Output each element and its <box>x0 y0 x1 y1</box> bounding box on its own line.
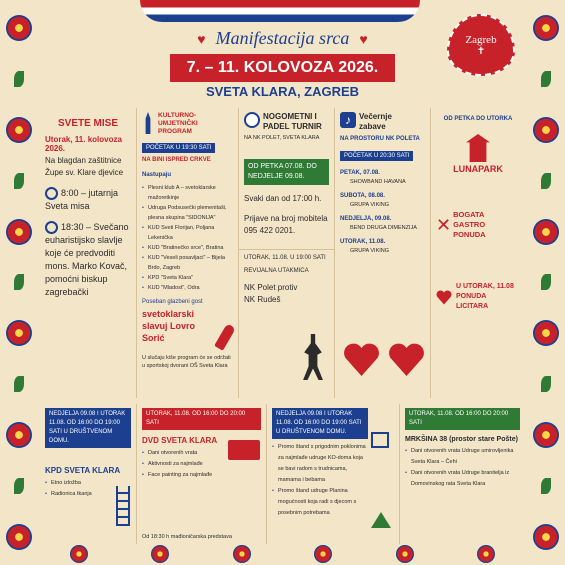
event-day: PETAK, 07.08. <box>340 170 380 176</box>
leaf-icon <box>541 478 551 494</box>
leaf-icon <box>14 274 24 290</box>
flower-icon <box>6 15 32 41</box>
flower-icon <box>6 117 32 143</box>
list-item: • Radionica tkanja <box>45 489 131 500</box>
food-block <box>436 210 520 240</box>
emblem-text: Zagreb <box>465 33 497 46</box>
tournament-range: OD PETKA 07.08. DO NEDJELJE 09.08. <box>244 159 329 185</box>
rain-note: U slučaju kiše program će se održati u sportskoj dvorani OŠ Sveta Klara <box>142 355 231 369</box>
event-name: SHOWBAND HAVANA <box>350 179 406 185</box>
carousel-icon <box>466 134 490 162</box>
extras-range: OD PETKA DO UTORKA <box>443 116 513 122</box>
dvd-column <box>137 404 267 544</box>
dvd-title: DVD SVETA KLARA <box>142 436 218 445</box>
evening-start: POČETAK U 20:30 SATI <box>340 151 413 161</box>
flower-icon <box>6 320 32 346</box>
tournament-title: NOGOMETNI I PADEL TURNIR <box>263 112 322 131</box>
evening-event <box>340 216 425 231</box>
clock-icon <box>45 187 58 200</box>
microphone-icon <box>214 323 236 351</box>
mass-date: Utorak, 11. kolovoza 2026. <box>45 135 122 153</box>
folk-border-left <box>0 0 38 565</box>
culture-column <box>137 108 239 398</box>
mass-time-2-text: 18:30 – Svečano euharistijsko slavlje koje će predvoditi mons. Marko Kovač, pomoćni biskup zagrebački <box>45 222 129 298</box>
guest-label: Poseban glazbeni gost <box>142 299 203 305</box>
divider <box>239 249 334 250</box>
performers-list <box>142 183 233 293</box>
subtitle-text: Manifestacija srca <box>215 28 350 48</box>
tree-icon <box>371 512 391 528</box>
mrksina-list <box>405 446 520 490</box>
list-item: • KUD "Bratinečko srce", Bratina <box>142 243 233 253</box>
heart-icon: ♥ <box>197 33 206 48</box>
list-item: • Etno izložba <box>45 478 131 489</box>
clock-icon <box>45 221 58 234</box>
event-name: GRUPA VIKING <box>350 248 390 254</box>
list-item: • KPD "Sveta Klara" <box>142 273 233 283</box>
food-label: BOGATA GASTRO PONUDA <box>453 210 486 239</box>
leaf-icon <box>541 376 551 392</box>
auction-block <box>436 282 520 312</box>
flower-icon <box>151 545 169 563</box>
mass-title: SVETE MISE <box>57 118 118 129</box>
flower-icon <box>533 422 559 448</box>
list-item: • KUD "Mladost", Odra <box>142 283 233 293</box>
guest-name: svetoklarski slavuj Lovro Sorić <box>142 309 196 343</box>
mrksina-header: UTORAK, 11.08. OD 16:00 DO 20:00 SATI <box>405 408 520 430</box>
flower-icon <box>477 545 495 563</box>
culture-venue: NA BINI ISPRED CRKVE <box>142 157 211 163</box>
extras-column <box>431 108 525 398</box>
tournament-signup: Prijave na broj mobitela 095 422 0201. <box>244 214 328 235</box>
licitar-hearts <box>339 342 429 386</box>
leaf-icon <box>14 173 24 189</box>
football-icon <box>244 112 260 128</box>
heart-icon <box>436 290 452 305</box>
list-item: • Face painting za najmlađe <box>142 470 261 481</box>
flower-icon <box>6 219 32 245</box>
list-item: • Dani otvorenih vrata Udruge branitelja iz Domovinskog rata Sveta Klara <box>405 468 520 490</box>
event-name: BEND DRUGA DIMENZIJA <box>350 225 417 231</box>
event-name: GRUPA VIKING <box>350 202 390 208</box>
list-item: • Promo štand udruge Planina mogućnosti koja radi s djecom s posebnim potrebama <box>272 486 368 519</box>
flower-icon <box>396 545 414 563</box>
tournament-daily: Svaki dan od 17:00 h. <box>244 194 322 203</box>
leaf-icon <box>541 71 551 87</box>
promo-list <box>272 442 368 519</box>
leaf-icon <box>14 71 24 87</box>
list-item: • Aktivnosti za najmlađe <box>142 459 261 470</box>
evening-event <box>340 170 425 185</box>
loom-icon <box>116 486 130 526</box>
location: SVETA KLARA, ZAGREB <box>205 84 360 99</box>
mrksina-title: MRKŠINA 38 (prostor stare Pošte) <box>405 436 518 443</box>
heart-icon: ♥ <box>359 33 368 48</box>
tricolor-banner <box>140 0 420 22</box>
promo-column <box>267 404 400 544</box>
kpd-column <box>40 404 137 544</box>
mass-column <box>40 108 137 398</box>
dvd-list <box>142 448 261 481</box>
program-grid <box>40 108 525 398</box>
football-player-icon <box>302 334 324 380</box>
dvd-header: UTORAK, 11.08. OD 16:00 DO 20:00 SATI <box>142 408 261 430</box>
evening-event <box>340 239 425 254</box>
event-day: SUBOTA, 08.08. <box>340 193 385 199</box>
flower-icon <box>233 545 251 563</box>
leaf-icon <box>14 478 24 494</box>
leaf-icon <box>541 173 551 189</box>
list-item: • Plesni klub A – svetoklarske mažoretkinje <box>142 183 233 203</box>
tournament-column <box>239 108 335 398</box>
leaf-icon <box>541 274 551 290</box>
event-day: NEDJELJA, 09.08. <box>340 216 392 222</box>
bottom-row <box>40 404 525 544</box>
evening-title: Večernje zabave <box>359 112 392 131</box>
performers-label: Nastupaju <box>142 172 172 178</box>
evening-column <box>335 108 431 398</box>
match-title: REVIJALNA UTAKMICA <box>244 268 309 274</box>
mass-text: Na blagdan zaštitnice Župe sv. Klare djevice <box>45 156 124 177</box>
gift-icon <box>371 432 389 448</box>
music-note-icon: ♪ <box>340 112 356 128</box>
dvd-footnote: Od 18:30 h mađioničarska predstava <box>142 534 232 540</box>
list-item: • KUD Sveti Florijan, Poljana Lekenička <box>142 223 233 243</box>
church-icon <box>142 112 154 134</box>
culture-start: POČETAK U 19:30 SATI <box>142 143 215 153</box>
culture-title-text: KULTURNO-UMJETNIČKI PROGRAM <box>158 112 198 135</box>
promo-header: NEDJELJA 09.08 I UTORAK 11.08. OD 16:00 DO 19:00 SATI U DRUŠTVENOM DOMU. <box>272 408 368 439</box>
lunapark-label: LUNAPARK <box>453 164 503 174</box>
mass-time-2 <box>45 221 131 299</box>
list-item: • Udruga Podsusečki plemenitaši, plesna skupina "SIDONIJA" <box>142 203 233 223</box>
flower-icon <box>533 117 559 143</box>
flower-icon <box>6 422 32 448</box>
licitar-heart-icon <box>344 342 380 376</box>
flower-icon <box>70 545 88 563</box>
folk-border-right <box>527 0 565 565</box>
gingerbread-heart-icon <box>447 14 515 76</box>
flower-icon <box>533 320 559 346</box>
flower-icon <box>533 219 559 245</box>
flower-icon <box>314 545 332 563</box>
match-teams: NK Polet protiv NK Rudeš <box>244 283 298 304</box>
list-item: • KUD "Veseli posavljaci" – Bijela Brdo, Zagreb <box>142 253 233 273</box>
evening-event <box>340 193 425 208</box>
kpd-title: KPD SVETA KLARA <box>45 466 121 475</box>
list-item: • Promo štand s prigodnim poklonima za najmlađe udruge KO-doma koja se bavi radom s trudnicama, mamama i bebama <box>272 442 368 486</box>
culture-title <box>142 112 233 136</box>
evening-venue: NA PROSTORU NK POLETA <box>340 136 420 142</box>
date-banner: 7. – 11. KOLOVOZA 2026. <box>170 54 395 82</box>
leaf-icon <box>14 376 24 392</box>
event-day: UTORAK, 11.08. <box>340 239 386 245</box>
mass-time-1-text: 8:00 – jutarnja Sveta misa <box>45 188 119 212</box>
list-item: • Dani otvorenih vrata <box>142 448 261 459</box>
cutlery-icon: ✕ <box>436 214 452 235</box>
flower-icon <box>533 524 559 550</box>
mass-time-1 <box>45 187 131 213</box>
licitar-heart-icon <box>389 342 425 376</box>
kpd-header: NEDJELJA 09.08 I UTORAK 11.08. OD 16:00 DO 19:00 SATI U DRUŠTVENOM DOMU. <box>45 408 131 448</box>
flower-icon <box>533 15 559 41</box>
folk-border-bottom <box>38 543 527 565</box>
flower-icon <box>6 524 32 550</box>
mrksina-column <box>400 404 525 544</box>
list-item: • Dani otvorenih vrata Udruge umirovljenika Sveta Klara – Čehi <box>405 446 520 468</box>
match-date: UTORAK, 11.08. U 19:00 SATI <box>244 255 326 261</box>
auction-label: U UTORAK, 11.08 PONUDA LICITARA <box>456 283 514 310</box>
poster-header <box>40 0 525 108</box>
tournament-venue: NA NK POLET, SVETA KLARA <box>244 135 320 141</box>
